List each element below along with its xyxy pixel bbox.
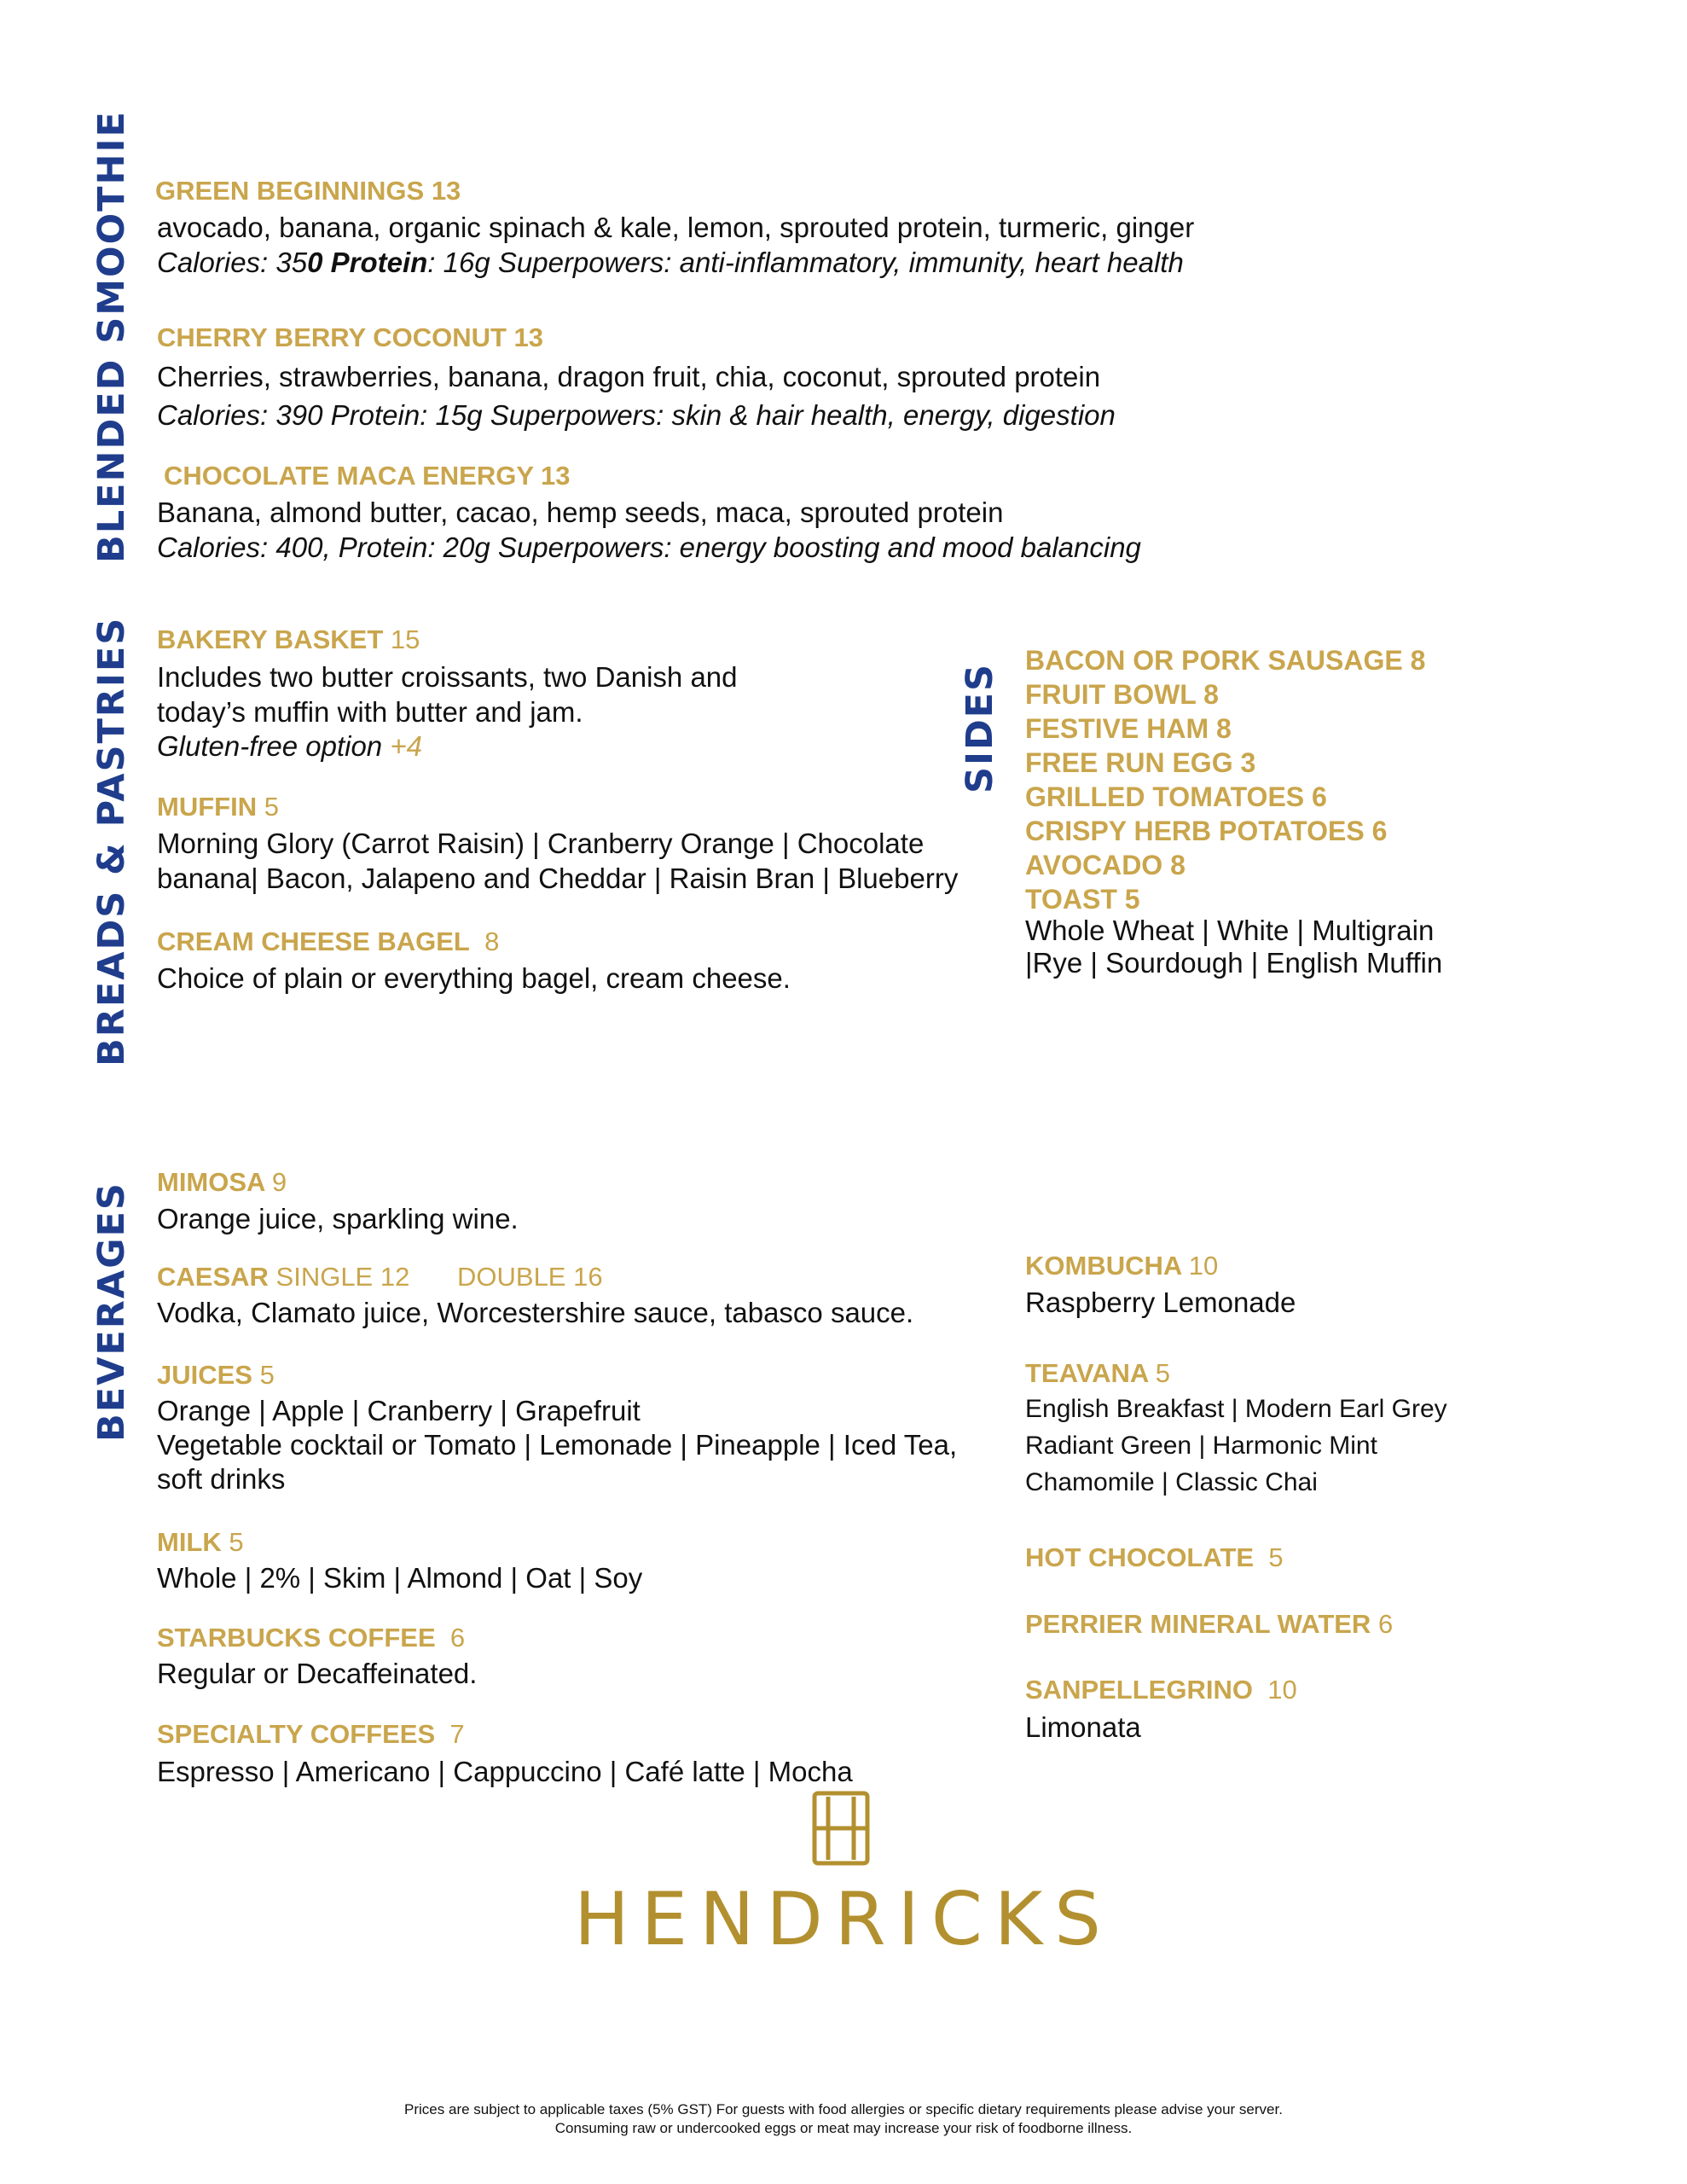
menu-item-name	[1025, 1675, 1297, 1705]
logo-wordmark: HENDRICKS	[574, 1877, 1113, 1962]
menu-item-description: Orange juice, sparkling wine.	[157, 1203, 519, 1234]
side-item: FRUIT BOWL 8	[1025, 679, 1219, 710]
item-name-text: MIMOSA	[157, 1167, 265, 1197]
menu-item-name	[157, 926, 499, 957]
menu-item-name	[157, 1262, 409, 1292]
menu-item-description: Choice of plain or everything bagel, cream cheese.	[157, 962, 791, 994]
item-name-text: KOMBUCHA	[1025, 1251, 1182, 1281]
nutrition-text-bold: 0 Protein	[307, 247, 428, 278]
menu-item-description: Vegetable cocktail or Tomato | Lemonade | Pineapple | Iced Tea,	[157, 1429, 958, 1461]
menu-item-description: Radiant Green | Harmonic Mint	[1025, 1432, 1377, 1460]
item-name-text: BAKERY BASKET	[157, 624, 384, 654]
gf-price: +4	[390, 730, 422, 762]
item-price: 5	[1155, 1358, 1170, 1388]
footer-disclaimer: Consuming raw or undercooked eggs or meat may increase your risk of foodborne illness.	[554, 2120, 1133, 2136]
side-item: GRILLED TOMATOES 6	[1025, 781, 1327, 812]
item-price: 10	[1188, 1251, 1219, 1281]
menu-item-description: Espresso | Americano | Cappuccino | Café latte | Mocha	[157, 1756, 853, 1787]
menu-item-name	[157, 1623, 465, 1653]
item-name-text: SANPELLEGRINO	[1025, 1675, 1253, 1705]
item-name-text: SPECIALTY COFFEES	[157, 1719, 436, 1749]
menu-item-description: Cherries, strawberries, banana, dragon fruit, chia, coconut, sprouted protein	[157, 361, 1101, 392]
item-price: 7	[449, 1719, 465, 1749]
menu-item-name	[157, 624, 420, 655]
item-name-text: CAESAR	[157, 1262, 269, 1292]
menu-item-name: CHERRY BERRY COCONUT 13	[157, 322, 544, 352]
menu-item-name	[1025, 1251, 1218, 1281]
section-title-breads-pastries: BREADS & PASTRIES	[90, 616, 133, 1066]
menu-item-nutrition: Calories: 400, Protein: 20g Superpowers: energy boosting and mood balancing	[157, 531, 1141, 563]
logo-h-icon	[811, 1790, 871, 1867]
menu-item-description: Orange | Apple | Cranberry | Grapefruit	[157, 1395, 641, 1426]
section-title-beverages: BEVERAGES	[90, 1182, 133, 1442]
item-name-text: MILK	[157, 1527, 222, 1557]
section-title-sides: SIDES	[959, 662, 1001, 793]
item-name-text: PERRIER MINERAL WATER	[1025, 1609, 1371, 1639]
menu-item-description: Regular or Decaffeinated.	[157, 1658, 478, 1689]
menu-item-description: soft drinks	[157, 1463, 286, 1495]
menu-item-name: GREEN BEGINNINGS 13	[155, 176, 461, 206]
menu-item-name	[1025, 1609, 1393, 1640]
sides-list	[1025, 643, 1425, 916]
item-name-text: JUICES	[157, 1360, 252, 1390]
side-item: TOAST 5	[1025, 884, 1140, 915]
side-item: CRISPY HERB POTATOES 6	[1025, 816, 1388, 846]
footer-disclaimer: Prices are subject to applicable taxes (5% GST) For guests with food allergies or specific dietary requirements please advise your server.	[404, 2101, 1283, 2117]
side-item: FREE RUN EGG 3	[1025, 747, 1256, 778]
side-item: BACON OR PORK SAUSAGE 8	[1025, 645, 1426, 676]
menu-item-description: Morning Glory (Carrot Raisin) | Cranberry Orange | Chocolate	[157, 828, 925, 859]
item-price: 15	[390, 624, 420, 654]
item-price: 10	[1267, 1675, 1297, 1705]
item-price: 8	[484, 926, 500, 956]
gf-text: Gluten-free option	[157, 730, 383, 762]
menu-item-description: Chamomile | Classic Chai	[1025, 1468, 1318, 1496]
section-title-blended-smoothie: BLENDED SMOOTHIE	[90, 110, 133, 563]
item-price: 5	[229, 1527, 244, 1557]
item-price: 6	[1377, 1609, 1394, 1639]
item-price-double	[457, 1262, 603, 1292]
item-price: 6	[449, 1623, 466, 1653]
nutrition-text: Calories: 35	[157, 247, 308, 278]
menu-item-description: avocado, banana, organic spinach & kale, lemon, sprouted protein, turmeric, ginger	[157, 212, 1195, 243]
menu-item-description: Whole | 2% | Skim | Almond | Oat | Soy	[157, 1562, 643, 1594]
item-name-text: TEAVANA	[1025, 1358, 1149, 1388]
menu-item-description: banana| Bacon, Jalapeno and Cheddar | Raisin Bran | Blueberry	[157, 863, 959, 894]
menu-item-description: today’s muffin with butter and jam.	[157, 696, 583, 728]
menu-item-description: English Breakfast | Modern Earl Grey	[1025, 1395, 1447, 1423]
logo-mark	[811, 1790, 871, 1867]
menu-item-description: Includes two butter croissants, two Danish and	[157, 661, 738, 693]
nutrition-text: : 16g Superpowers: anti-inflammatory, immunity, heart health	[427, 247, 1184, 278]
item-price: 5	[264, 792, 279, 822]
menu-item-nutrition	[157, 245, 1184, 280]
menu-item-description: Limonata	[1025, 1711, 1141, 1743]
menu-item-name	[1025, 1358, 1170, 1389]
item-price-double-text: DOUBLE 16	[457, 1262, 603, 1292]
item-name-text: STARBUCKS COFFEE	[157, 1623, 436, 1653]
menu-item-name	[157, 1719, 465, 1750]
menu-item-description: Raspberry Lemonade	[1025, 1287, 1296, 1318]
menu-item-description: Banana, almond butter, cacao, hemp seeds, maca, sprouted protein	[157, 497, 1004, 528]
menu-item-name	[157, 1360, 275, 1391]
side-item: AVOCADO 8	[1025, 850, 1186, 880]
menu-item-nutrition: Calories: 390 Protein: 15g Superpowers: skin & hair health, energy, digestion	[157, 399, 1116, 431]
side-item: FESTIVE HAM 8	[1025, 713, 1232, 744]
item-price: 5	[1268, 1542, 1284, 1572]
item-name-text: CREAM CHEESE BAGEL	[157, 926, 470, 956]
item-price: 5	[259, 1360, 275, 1390]
item-name-text: HOT CHOCOLATE	[1025, 1542, 1255, 1572]
menu-item-description: Vodka, Clamato juice, Worcestershire sauce, tabasco sauce.	[157, 1297, 914, 1328]
gluten-free-option	[157, 729, 422, 764]
menu-item-name	[157, 1167, 287, 1198]
toast-options: |Rye | Sourdough | English Muffin	[1025, 947, 1443, 979]
menu-item-name	[157, 1527, 244, 1558]
menu-item-name: CHOCOLATE MACA ENERGY 13	[164, 461, 571, 491]
toast-options: Whole Wheat | White | Multigrain	[1025, 915, 1435, 946]
item-price-single: SINGLE 12	[275, 1262, 410, 1292]
item-price: 9	[271, 1167, 287, 1197]
menu-item-name	[1025, 1542, 1284, 1573]
item-name-text: MUFFIN	[157, 792, 258, 822]
menu-item-name	[157, 792, 279, 822]
